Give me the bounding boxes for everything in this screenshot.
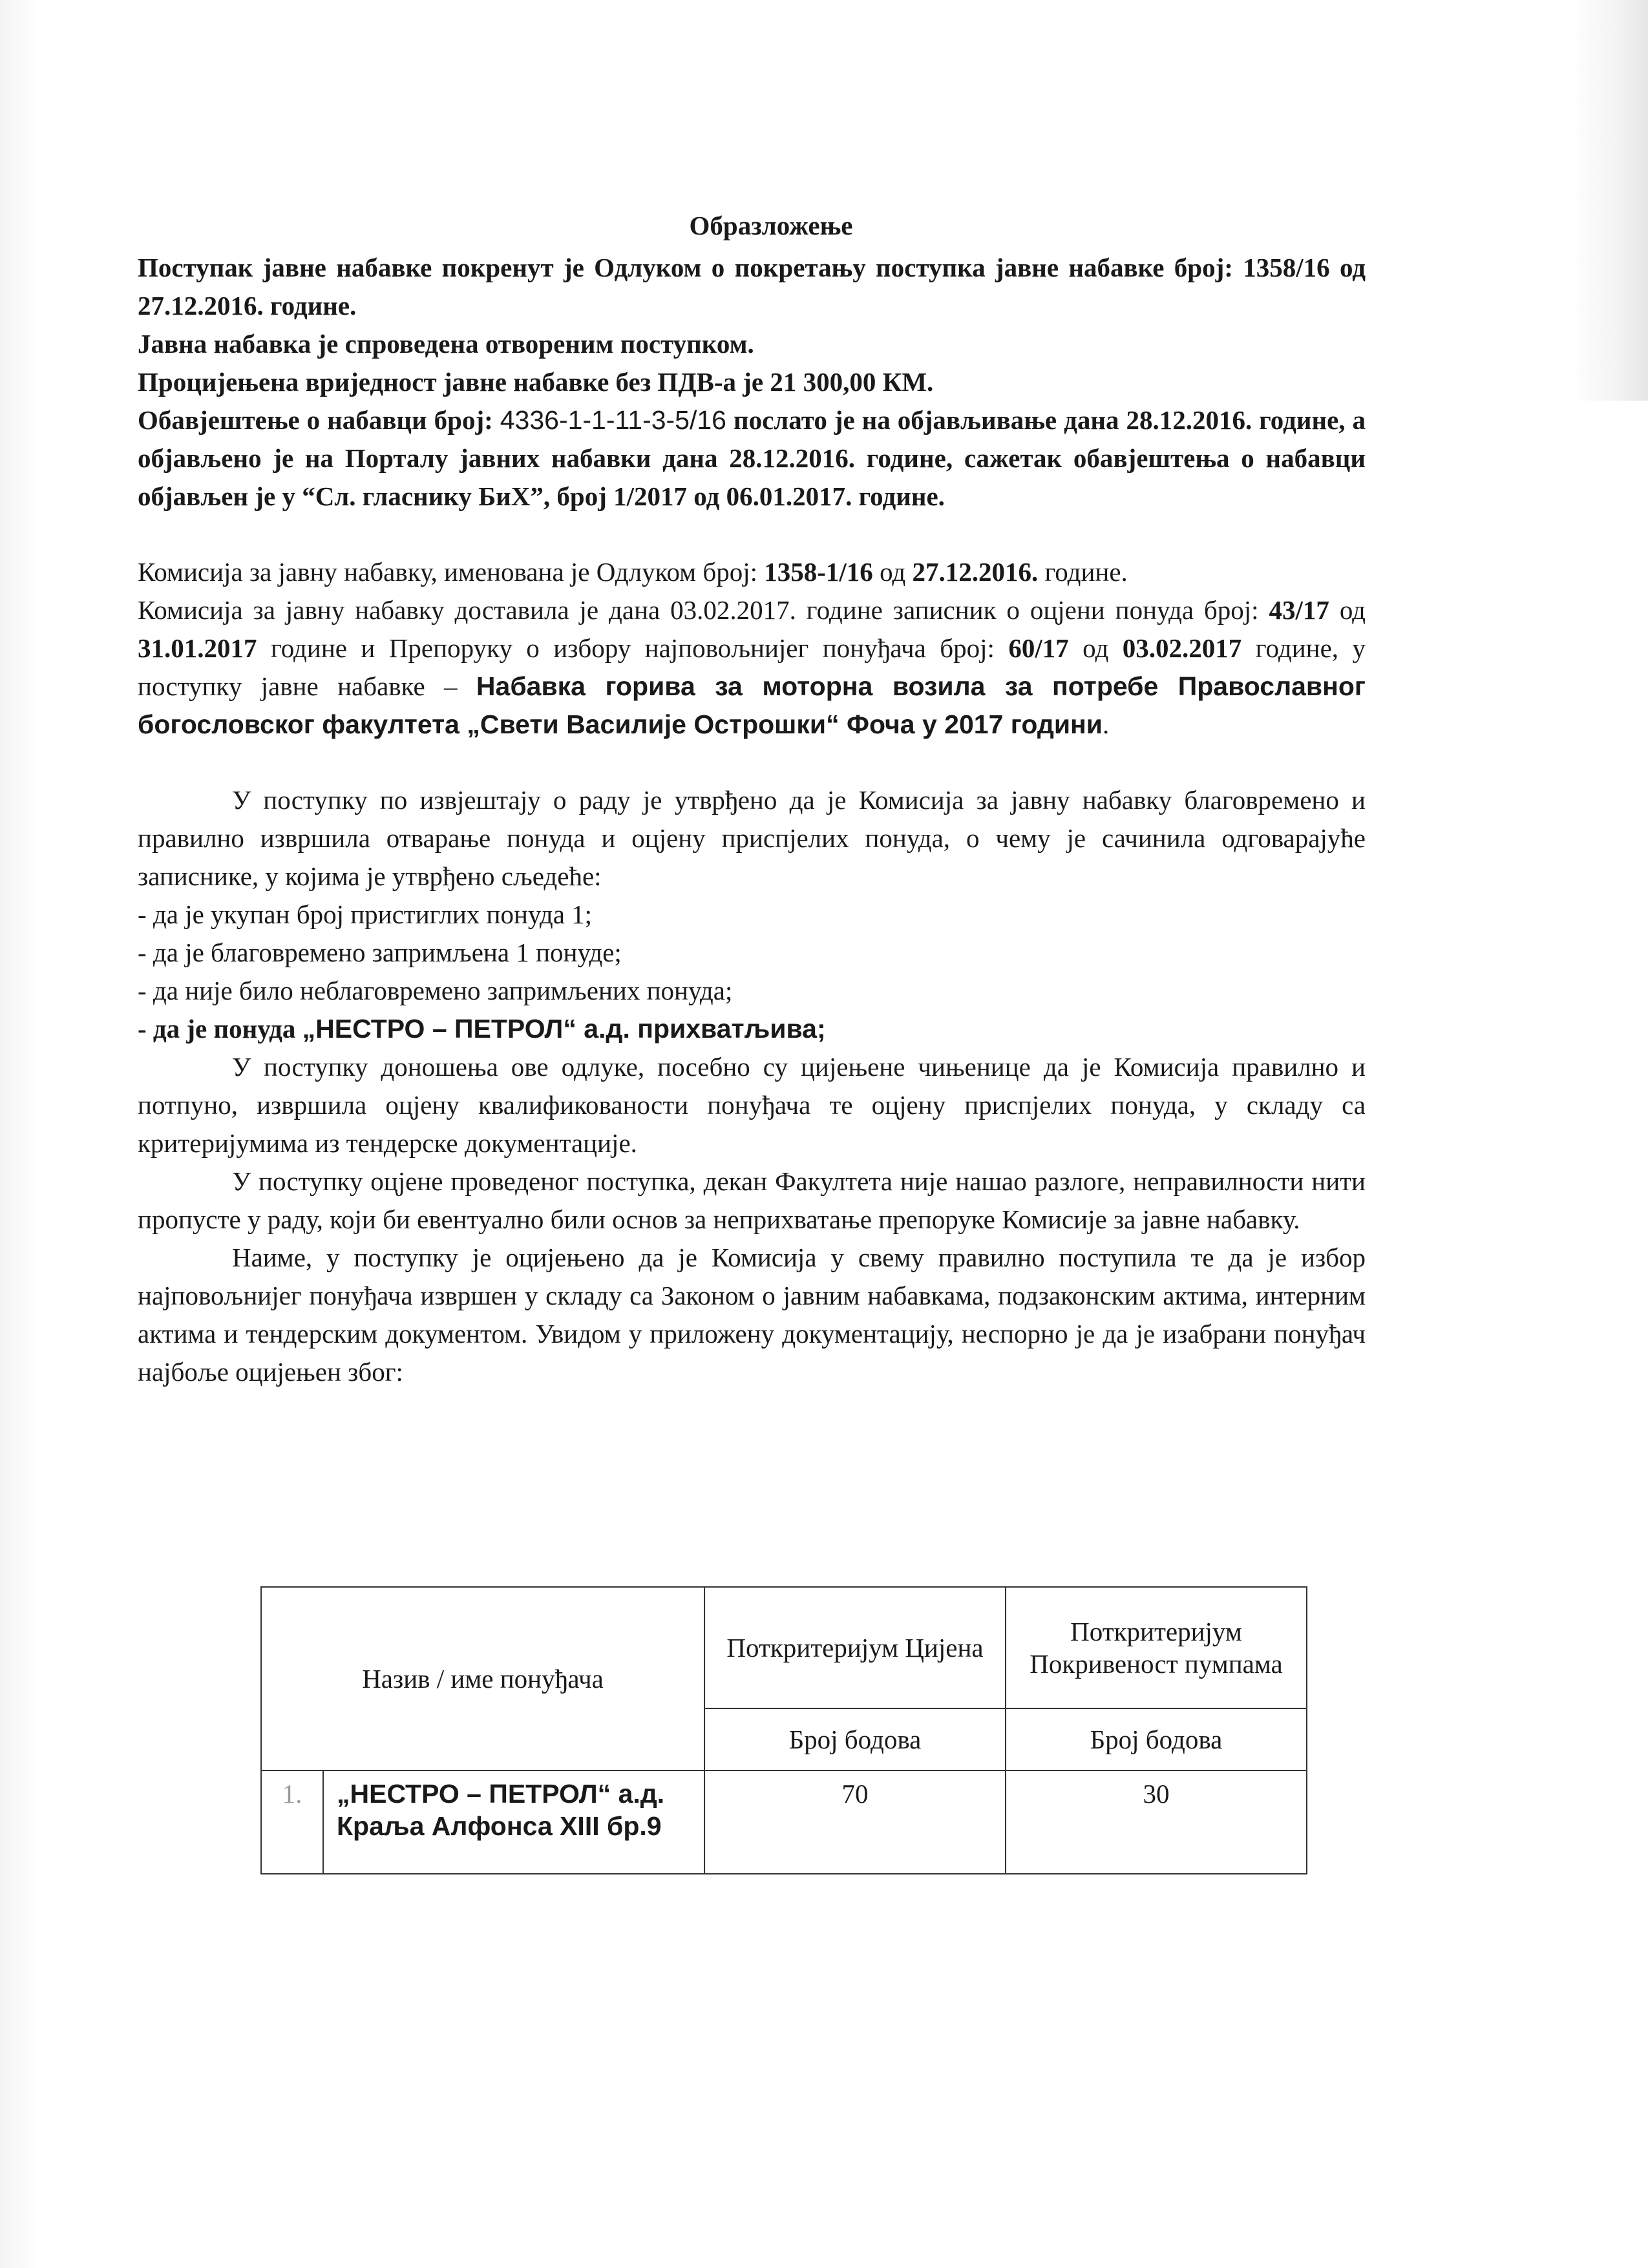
commission-p1-from: од (872, 557, 913, 587)
report-paragraph-3: У поступку оцјене проведеног поступка, декан Факултета није нашао разлоге, неправилности нити пропусте у раду, који би евентуално били основ за неприхватање препоруке Комисије за јавне набавку. (138, 1166, 1366, 1234)
row-number: 1. (261, 1770, 323, 1874)
subheader-points-price: Број бодова (704, 1708, 1006, 1770)
procurement-subject: Набавка горива за моторна возила за потребе Православног богословског факултета „Свети Василије Острошки“ Фоча у 2017 години (138, 671, 1366, 739)
spacer (138, 744, 1366, 781)
minutes-number: 43/17 (1269, 595, 1329, 625)
recommendation-number: 60/17 (1008, 633, 1069, 663)
accepted-bidder: „НЕСТРО – ПЕТРОЛ“ а.д. прихватљива; (302, 1014, 826, 1044)
commission-p2-from-1: од (1329, 595, 1366, 625)
intro-line-4-a: Обавјештење о набавци број: (138, 405, 500, 435)
facts-list (138, 896, 1366, 1048)
intro-line-3: Процијењена вриједност јавне набавке без ПДВ-а је 21 300,00 КМ. (138, 367, 934, 397)
intro-line-2: Јавна набавка је спроведена отвореним поступком. (138, 329, 754, 359)
decision-number: 1358-1/16 (764, 557, 873, 587)
price-points: 70 (704, 1770, 1006, 1874)
intro-line-4 (138, 401, 1366, 516)
recommendation-date: 03.02.2017 (1122, 633, 1242, 663)
report-paragraph-2: У поступку доношења ове одлуке, посебно су цијењене чињенице да је Комисија правилно и потпуно, извршила оцјену квалификованости понуђача те оцјену приспјелих понуда, у складу са критеријумима из тендерске документације. (138, 1052, 1366, 1158)
report-paragraph-1: У поступку по извјештају о раду је утврђено да је Комисија за јавну набавку благовремено и правилно извршила отварање понуда и оцјену приспјелих понуда, о чему је сачинила одговарајуће записнике, у којима је утврђено сљедеће: (138, 785, 1366, 891)
decision-date: 27.12.2016. (912, 557, 1039, 587)
table-row (261, 1770, 1307, 1874)
header-bidder-name: Назив / име понуђача (261, 1587, 704, 1770)
spacer (138, 516, 1366, 553)
header-subcriterion-price: Поткритеријум Цијена (704, 1587, 1006, 1708)
list-item: - да није било неблаговремено запримљених понуда; (138, 972, 1366, 1010)
commission-p1-end: године. (1038, 557, 1128, 587)
commission-p2-end: . (1103, 709, 1110, 739)
bidder-address: Краља Алфонса XIII бр.9 (337, 1811, 662, 1841)
commission-p2-text-e: године, у поступку јавне набавке – (138, 633, 1366, 701)
subheader-points-coverage: Број бодова (1006, 1708, 1307, 1770)
commission-paragraph-1 (138, 553, 1366, 591)
bidder-name-line-1: „НЕСТРО – ПЕТРОЛ“ а.д. (337, 1779, 665, 1809)
fact-4-text: да је понуда (153, 1014, 302, 1044)
table-header-row (261, 1587, 1307, 1708)
intro-line-4-b: послато је на објављивање дана 28.12.2016. године, а објављено је на Порталу јавних набавки дана 28.12.2016. године, сажетак обавјештења о набавци објављен је у “Сл. гласнику БиХ”, број 1/2017 од 06.01.2017. године. (138, 405, 1366, 511)
document-title: Образложење (689, 211, 853, 240)
commission-p2-from-2: од (1068, 633, 1123, 663)
bidder-name (323, 1770, 704, 1874)
notice-number: 4336-1-1-11-3-5/16 (500, 405, 726, 435)
list-item: - да је благовремено запримљена 1 понуде; (138, 934, 1366, 972)
evaluation-table (260, 1586, 1307, 1874)
commission-p1-text: Комисија за јавну набавку, именована је Одлуком број: (138, 557, 765, 587)
document-body (138, 207, 1366, 1391)
scan-corner-shadow (1570, 0, 1648, 401)
list-item (138, 1010, 1366, 1048)
intro-line-1: Поступак јавне набавке покренут је Одлуком о покретању поступка јавне набавке број: 1358/16 од 27.12.2016. године. (138, 253, 1366, 320)
commission-paragraph-2 (138, 591, 1366, 744)
commission-p2-text-c: године и Препоруку о избору најповољнијег понуђача број: (257, 633, 1009, 663)
report-paragraph-4: Наиме, у поступку је оцијењено да је Комисија у свему правилно поступила те да је избор најповољнијег понуђача извршен у складу са Законом о јавним набавкама, подзаконским актима, интерним актима и тендерским документом. Увидом у приложену документацију, неспорно је да је изабрани понуђач најбоље оцијењен због: (138, 1243, 1366, 1387)
header-subcriterion-coverage: Поткритеријум Покривеност пумпама (1006, 1587, 1307, 1708)
coverage-points: 30 (1006, 1770, 1307, 1874)
list-item: - да је укупан број пристиглих понуда 1; (138, 896, 1366, 934)
minutes-date: 31.01.2017 (138, 633, 257, 663)
scan-left-shadow (0, 0, 39, 2268)
commission-p2-text-a: Комисија за јавну набавку доставила је дана 03.02.2017. године записник о оцјени понуда број: (138, 595, 1269, 625)
